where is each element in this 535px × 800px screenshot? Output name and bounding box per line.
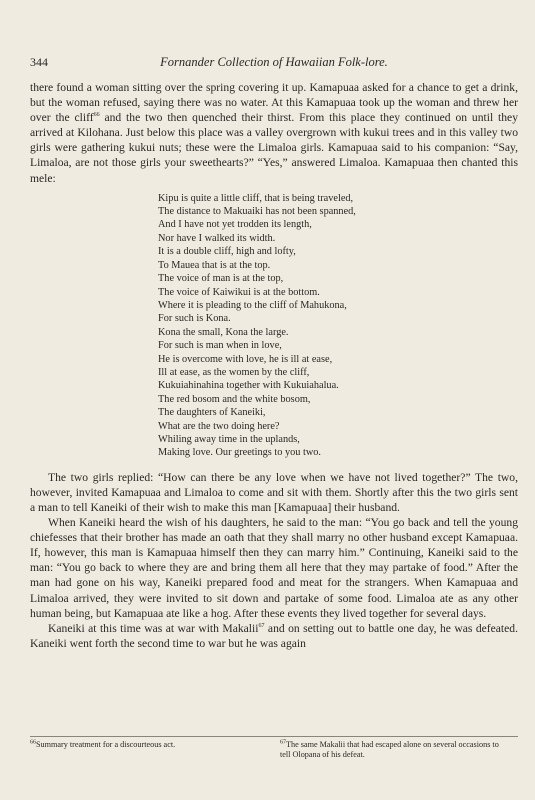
- chant-line: Kipu is quite a little cliff, that is being traveled,: [158, 192, 354, 204]
- mele-chant: [158, 192, 518, 460]
- body-text: [30, 80, 518, 651]
- footnotes: [30, 736, 518, 759]
- chant-line: What are the two doing here?: [158, 420, 280, 432]
- chant-line: He is overcome with love, he is ill at ease,: [158, 353, 333, 365]
- chant-line: Whiling away time in the uplands,: [158, 433, 300, 445]
- chant-line: Where it is pleading to the cliff of Mahukona,: [158, 299, 347, 311]
- chant-line: And I have not yet trodden its length,: [158, 219, 312, 231]
- page-header: [30, 55, 518, 71]
- chant-line: The voice of man is at the top,: [158, 273, 284, 285]
- chant-line: It is a double cliff, high and lofty,: [158, 246, 296, 258]
- chant-line: The voice of Kaiwikui is at the bottom.: [158, 286, 320, 298]
- chant-line: Kona the small, Kona the large.: [158, 326, 289, 338]
- paragraph-1: there found a woman sitting over the spring covering it up. Kamapuaa asked for a chance to get a drink, but the woman refused, saying there was no water. At this Kamapuaa took up the woman and threw her over the cliff$^{66}$ and the two then quenched their thirst. From this place they continued on until they arrived at Kilohana. Just below this place was a valley overgrown with kukui trees and in this valley two girls were gathering kukui nuts; these were the Limaloa girls. Kamapuaa said to his companion: “Say, Limaloa, are not those girls your sweethearts?” “Yes,” answered Limaloa. Kamapuaa then chanted this mele:: [30, 81, 518, 185]
- footnote-66: $^{66}$Summary treatment for a discourteous act.: [30, 739, 176, 749]
- footnote-ref-67: 67: [258, 622, 265, 629]
- footnote-67: $^{67}$The same Makalii that had escaped alone on several occasions to tell Olopana of his defeat.: [280, 739, 499, 759]
- chant-line: For such is Kona.: [158, 313, 231, 325]
- chant-line: The distance to Makuaiki has not been spanned,: [158, 206, 356, 218]
- paragraph-3: When Kaneiki heard the wish of his daughters, he said to the man: “You go back and tell the young chiefesses that their brother has made an oath that they shall marry no other husband except Kamapuaa. If, however, this man is Kamapuaa himself then they can marry him.” Continuing, Kaneiki said to the man: “You go back to where they are and bring them all here that they may partake of food.” After the man had gone on his way, Kaneiki prepared food and meat for the strangers. When Kamapuaa and Limaloa arrived, they were invited to sit down and partake of some food. Limaloa ate as any other human being, but Kamapuaa ate like a hog. After these events they lived together for several days.: [30, 516, 518, 620]
- chant-line: The daughters of Kaneiki,: [158, 407, 266, 419]
- paragraph-4: Kaneiki at this time was at war with Makalii$^{67}$ and on setting out to battle one day, he was defeated. Kaneiki went forth the second time to war but he was again: [30, 621, 518, 650]
- running-title: Fornander Collection of Hawaiian Folk-lore.: [160, 55, 388, 69]
- chant-line: Ill at ease, as the women by the cliff,: [158, 366, 310, 378]
- chant-line: For such is man when in love,: [158, 340, 282, 352]
- chant-line: Nor have I walked its width.: [158, 232, 276, 244]
- page-number: 344: [30, 55, 48, 69]
- paragraph-2: The two girls replied: “How can there be any love when we have not lived together?” The two, however, invited Kamapuaa and Limaloa to come and sit with them. Shortly after this the two girls sent a man to tell Kaneiki of their wish to make this man [Kamapuaa] their husband.: [30, 470, 518, 514]
- chant-line: Making love. Our greetings to you two.: [158, 447, 322, 459]
- chant-line: To Mauea that is at the top.: [158, 259, 271, 271]
- footnote-ref-66: 66: [93, 112, 100, 119]
- chant-line: The red bosom and the white bosom,: [158, 393, 311, 405]
- chant-line: Kukuiahinahina together with Kukuiahalua.: [158, 380, 339, 392]
